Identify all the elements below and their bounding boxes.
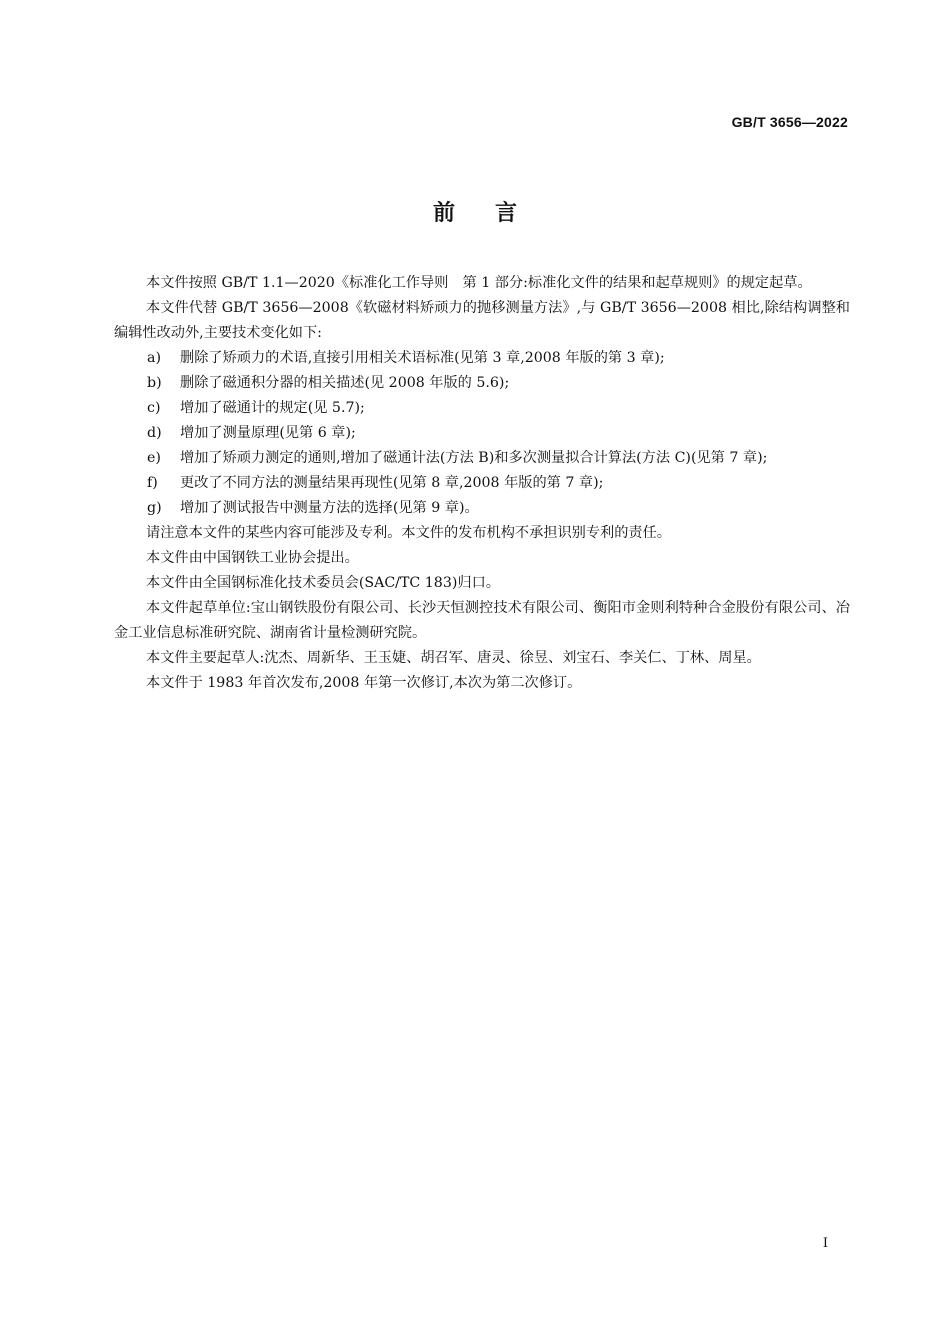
list-item-text: 增加了矫顽力测定的通则,增加了磁通计法(方法 B)和多次测量拟合计算法(方法 C)(见第 7 章); xyxy=(180,450,768,466)
list-item xyxy=(114,346,850,371)
intro-paragraph: 本文件按照 GB/T 1.1—2020《标准化工作导则 第 1 部分:标准化文件的结果和起草规则》的规定起草。 xyxy=(146,275,812,291)
list-item-text: 更改了不同方法的测量结果再现性(见第 8 章,2008 年版的第 7 章); xyxy=(180,475,604,491)
patent-notice: 请注意本文件的某些内容可能涉及专利。本文件的发布机构不承担识别专利的责任。 xyxy=(146,525,671,541)
list-item xyxy=(114,446,850,471)
list-marker: f) xyxy=(147,475,158,491)
changes-list xyxy=(114,346,850,521)
list-item xyxy=(114,496,850,521)
foreword-body xyxy=(114,271,850,696)
drafters: 本文件主要起草人:沈杰、周新华、王玉婕、胡召军、唐灵、徐昱、刘宝石、李关仁、丁林、周星。 xyxy=(146,650,761,666)
list-marker: d) xyxy=(147,425,162,441)
proposer-statement: 本文件由中国钢铁工业协会提出。 xyxy=(146,550,359,566)
list-item xyxy=(114,396,850,421)
standard-code: GB/T 3656—2022 xyxy=(731,114,848,130)
list-item-text: 增加了磁通计的规定(见 5.7); xyxy=(180,400,365,416)
list-item xyxy=(114,371,850,396)
publication-history: 本文件于 1983 年首次发布,2008 年第一次修订,本次为第二次修订。 xyxy=(146,675,582,691)
list-item-text: 增加了测量原理(见第 6 章); xyxy=(180,425,356,441)
intro-paragraph: 本文件代替 GB/T 3656—2008《软磁材料矫顽力的抛移测量方法》,与 GB/T 3656—2008 相比,除结构调整和编辑性改动外,主要技术变化如下: xyxy=(114,300,850,341)
drafting-units: 本文件起草单位:宝山钢铁股份有限公司、长沙天恒测控技术有限公司、衡阳市金则利特种合金股份有限公司、冶金工业信息标准研究院、湖南省计量检测研究院。 xyxy=(114,600,850,641)
list-marker: b) xyxy=(147,375,162,391)
list-item-text: 删除了矫顽力的术语,直接引用相关术语标准(见第 3 章,2008 年版的第 3 章); xyxy=(180,350,665,366)
list-item-text: 增加了测试报告中测量方法的选择(见第 9 章)。 xyxy=(180,500,479,516)
list-item xyxy=(114,421,850,446)
list-item-text: 删除了磁通积分器的相关描述(见 2008 年版的 5.6); xyxy=(180,375,510,391)
committee-statement: 本文件由全国钢标准化技术委员会(SAC/TC 183)归口。 xyxy=(146,575,500,591)
list-marker: c) xyxy=(147,400,161,416)
list-marker: e) xyxy=(147,450,161,466)
list-item xyxy=(114,471,850,496)
page-title: 前言 xyxy=(432,201,557,226)
page-number: I xyxy=(822,1236,828,1251)
list-marker: a) xyxy=(147,350,161,366)
list-marker: g) xyxy=(147,500,162,516)
